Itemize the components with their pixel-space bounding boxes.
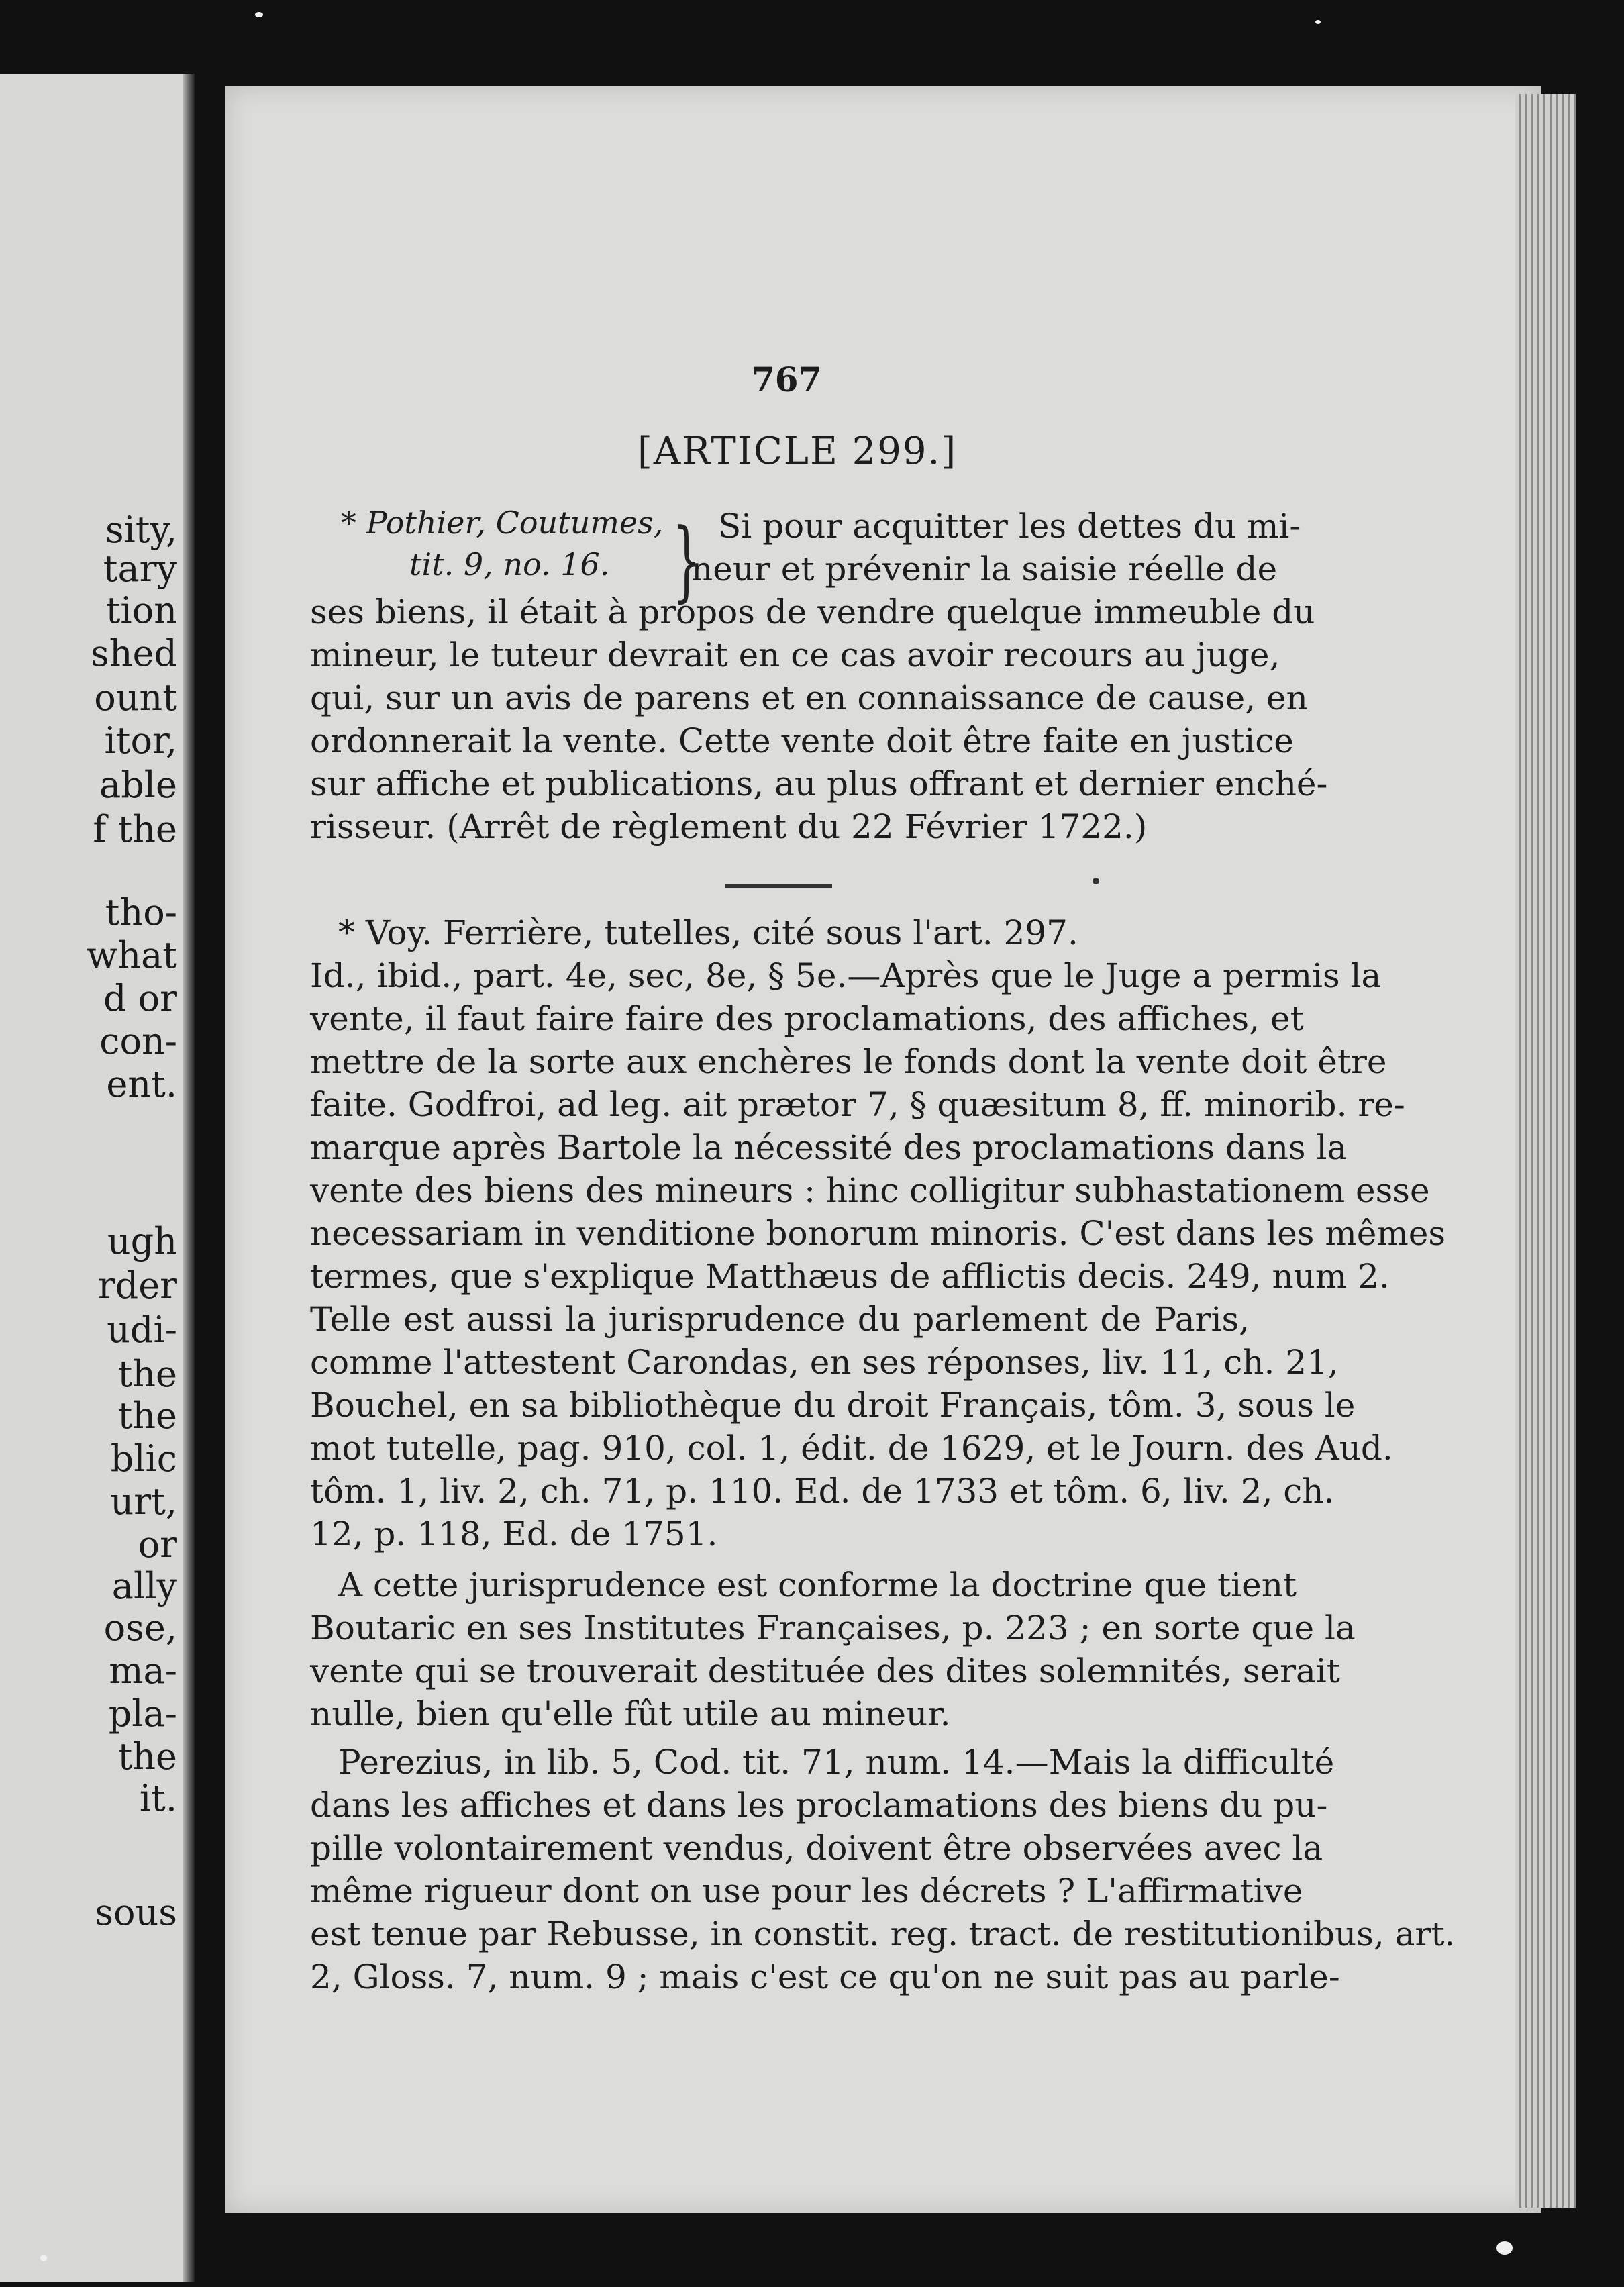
text-line: qui, sur un avis de parens et en connaissance de cause, en	[310, 678, 1308, 717]
text-line: 2, Gloss. 7, num. 9 ; mais c'est ce qu'on ne suit pas au parle-	[310, 1958, 1340, 1996]
facing-page-line: urt,	[110, 1480, 177, 1523]
facing-page-line: ma-	[109, 1649, 177, 1692]
scan-speck	[1496, 2241, 1513, 2255]
text-line: Telle est aussi la jurisprudence du parlement de Paris,	[310, 1300, 1250, 1339]
facing-page-line: tho-	[105, 891, 177, 933]
facing-page-line: the	[117, 1394, 177, 1437]
facing-page-line: f the	[93, 808, 177, 850]
text-line: même rigueur dont on use pour les décrets ? L'affirmative	[310, 1872, 1303, 1911]
text-line: mineur, le tuteur devrait en ce cas avoir recours au juge,	[310, 636, 1280, 674]
text-line: vente qui se trouverait destituée des dites solemnités, serait	[310, 1651, 1340, 1690]
text-line: mot tutelle, pag. 910, col. 1, édit. de 1629, et le Journ. des Aud.	[310, 1429, 1393, 1468]
scan-speck	[1315, 20, 1321, 24]
text-line: mettre de la sorte aux enchères le fonds dont la vente doit être	[310, 1042, 1387, 1081]
text-line: tôm. 1, liv. 2, ch. 71, p. 110. Ed. de 1733 et tôm. 6, liv. 2, ch.	[310, 1472, 1335, 1511]
page-edges	[1515, 94, 1576, 2208]
text-line: vente, il faut faire faire des proclamations, des affiches, et	[310, 999, 1304, 1038]
facing-page-line: ount	[94, 676, 177, 719]
facing-page	[0, 74, 195, 2282]
text-line: A cette jurisprudence est conforme la doctrine que tient	[338, 1566, 1297, 1605]
facing-page-line: ent.	[106, 1063, 177, 1105]
facing-page-line: udi-	[107, 1309, 177, 1351]
brace-icon: }	[672, 509, 701, 611]
text-line: Si pour acquitter les dettes du mi-	[718, 507, 1301, 546]
facing-page-line: tion	[105, 589, 177, 631]
reference-location: tit. 9, no. 16.	[409, 546, 610, 582]
facing-page-line: rder	[97, 1264, 177, 1307]
text-line: pille volontairement vendus, doivent être observées avec la	[310, 1829, 1323, 1868]
facing-page-line: con-	[99, 1020, 177, 1062]
text-line: neur et prévenir la saisie réelle de	[691, 550, 1278, 589]
text-line: sur affiche et publications, au plus offrant et dernier enché-	[310, 764, 1328, 803]
text-line: Perezius, in lib. 5, Cod. tit. 71, num. 14.—Mais la difficulté	[338, 1743, 1335, 1782]
facing-page-line: sity,	[105, 509, 177, 551]
text-line: 12, p. 118, Ed. de 1751.	[310, 1515, 718, 1554]
page-number: 767	[752, 360, 822, 399]
text-line: faite. Godfroi, ad leg. ait prætor 7, § quæsitum 8, ff. minorib. re-	[310, 1085, 1405, 1124]
facing-page-line: ally	[111, 1565, 177, 1607]
ink-dot	[1093, 878, 1099, 884]
text-line: vente des biens des mineurs : hinc colligitur subhastationem esse	[310, 1171, 1430, 1210]
facing-page-line: the	[117, 1735, 177, 1778]
facing-page-line: the	[117, 1353, 177, 1395]
facing-page-line: pla-	[108, 1692, 177, 1735]
text-line: ordonnerait la vente. Cette vente doit être faite en justice	[310, 721, 1294, 760]
text-line: necessariam in venditione bonorum minoris. C'est dans les mêmes	[310, 1214, 1445, 1253]
text-line: Boutaric en ses Institutes Françaises, p. 223 ; en sorte que la	[310, 1609, 1356, 1647]
facing-page-line: sous	[95, 1891, 177, 1933]
text-line: est tenue par Rebusse, in constit. reg. tract. de restitutionibus, art.	[310, 1915, 1456, 1953]
text-line: marque après Bartole la nécessité des proclamations dans la	[310, 1128, 1348, 1167]
facing-page-line: it.	[139, 1777, 177, 1819]
text-line: nulle, bien qu'elle fût utile au mineur.	[310, 1694, 951, 1733]
scan-speck	[40, 2255, 47, 2261]
scan-speck	[255, 12, 263, 17]
facing-page-line: blic	[110, 1437, 177, 1480]
facing-page-line: itor,	[104, 719, 177, 762]
facing-page-line: what	[87, 934, 177, 976]
section-separator	[725, 884, 832, 888]
reference-source: * Pothier, Coutumes,	[341, 505, 664, 541]
text-line: Id., ibid., part. 4e, sec, 8e, § 5e.—Après que le Juge a permis la	[310, 956, 1382, 995]
text-line: ses biens, il était à propos de vendre quelque immeuble du	[310, 593, 1315, 631]
facing-page-line: able	[99, 764, 177, 806]
facing-page-line: ugh	[107, 1220, 177, 1262]
facing-page-line: d or	[103, 977, 177, 1019]
text-line: termes, que s'explique Matthæus de afflictis decis. 249, num 2.	[310, 1257, 1390, 1296]
text-line: Bouchel, en sa bibliothèque du droit Français, tôm. 3, sous le	[310, 1386, 1356, 1425]
facing-page-line: or	[138, 1523, 177, 1566]
text-line: risseur. (Arrêt de règlement du 22 Février 1722.)	[310, 807, 1148, 846]
text-line: comme l'attestent Carondas, en ses réponses, liv. 11, ch. 21,	[310, 1343, 1339, 1382]
article-heading: [ARTICLE 299.]	[638, 429, 958, 473]
facing-page-line: ose,	[103, 1607, 177, 1649]
facing-page-line: shed	[90, 632, 177, 674]
text-line: * Voy. Ferrière, tutelles, cité sous l'art. 297.	[338, 913, 1078, 952]
text-line: dans les affiches et dans les proclamations des biens du pu-	[310, 1786, 1328, 1825]
facing-page-line: tary	[103, 548, 177, 590]
page-gutter	[183, 74, 195, 2282]
